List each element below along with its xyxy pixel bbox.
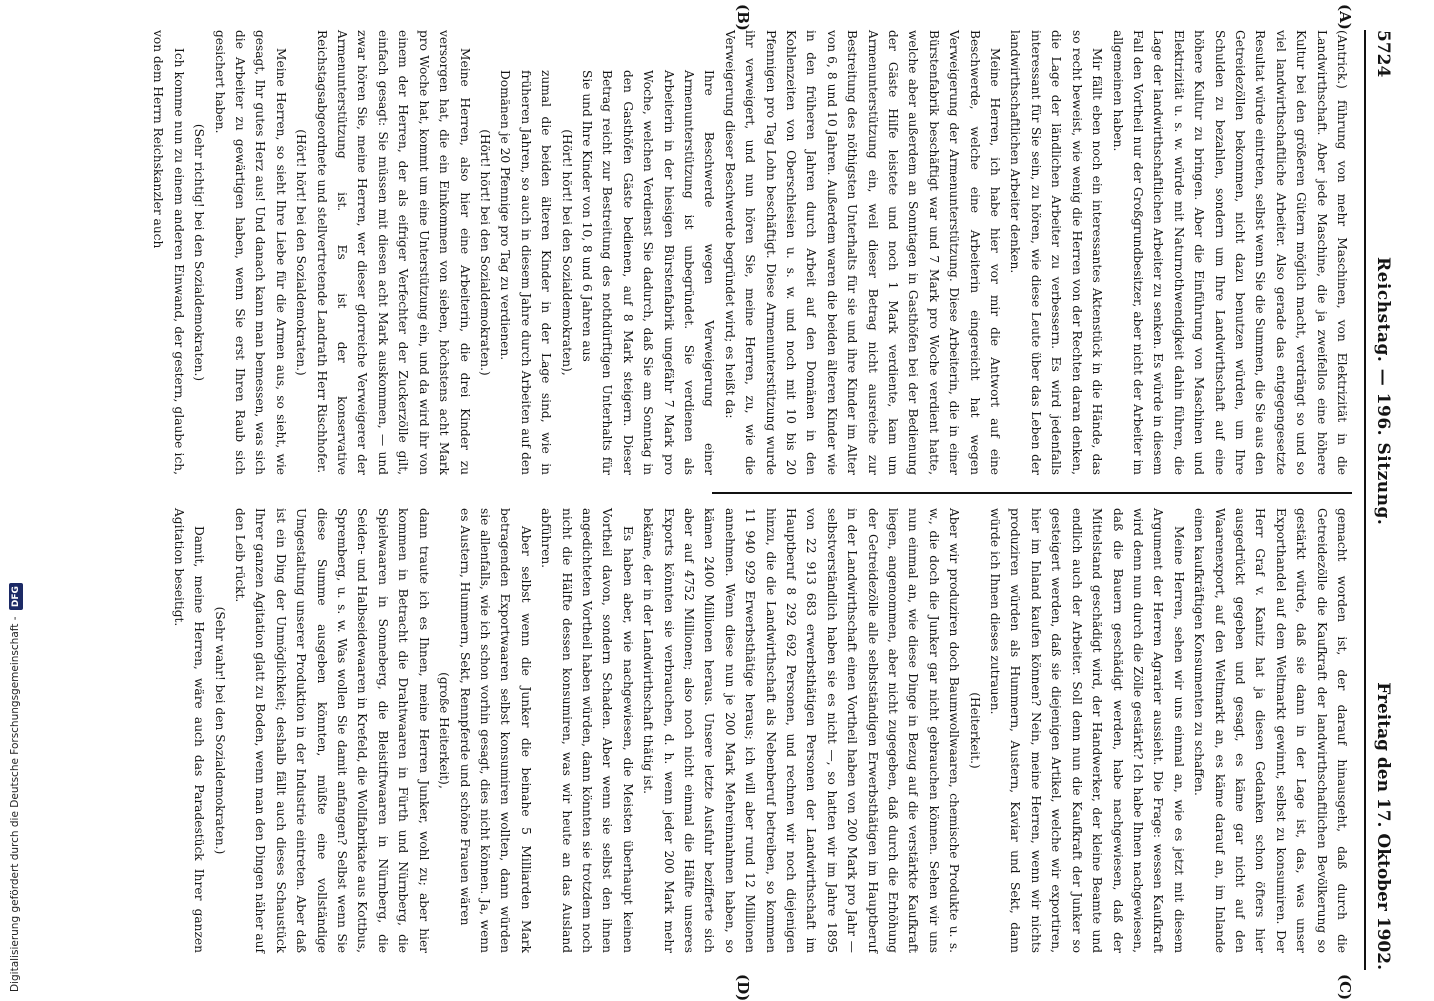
interjection: (Hört! hört! bei den Sozialdemokraten.) bbox=[294, 129, 309, 376]
column-divider bbox=[712, 492, 1352, 494]
paragraph: Mir fällt eben noch ein interessantes Aktenstück in die Hände, das so recht beweist, wie wenig die Herren von der Rechten daran denken, die Lage der ländlichen Arbeiter zu verbessern. Es wird jedenfalls interessant für Sie sein, zu hören, wie diese Leute über das Leben der landwirthschaftlichen Arbeiter denken. bbox=[1008, 30, 1105, 475]
interjection: (Hört! hört! bei den Sozialdemokraten.) bbox=[477, 129, 492, 376]
interjection: (Heiterkeit.) bbox=[967, 692, 982, 769]
paragraph: Ich komme nun zu einem anderen Einwand, der gestern, glaube ich, von dem Herrn Reichskanzler auch bbox=[151, 30, 186, 475]
interjection: (Sehr wahr! bei den Sozialdemokraten.) bbox=[212, 606, 227, 855]
paragraph: Aber wir produziren doch Baumwollwaaren, chemische Produkte u. s. w., die doch die Junker gar nicht gebrauchen können. Sehen wir uns nun einmal an, wie diese Dinge in Bezug auf die verstärkte Kaufkraft liegen, angenommen, aber nicht zugegeben, daß durch die Erhöhung der Getreidezölle alle selbstständigen Erwerbsthätigen im Hauptberuf in der Landwirthschaft einen Vortheil haben von 200 Mark pro Jahr — selbstverständlich haben sie es nicht —, so hatten wir im Jahre 1895 von 22 913 683 erwerbsthätigen Personen der Landwirthschaft im Hauptberuf 8 292 692 Personen, und rechnen wir noch diejenigen hinzu, die die Landwirthschaft als Nebenberuf betreiben, so kommen 11 940 929 Erwerbsthätige heraus; ich will aber rund 12 Millionen annehmen. Wenn diese nun je 200 Mark Mehreinnahmen haben, so kämen 2400 Millionen heraus. Unsere letzte Ausfuhr bezifferte sich aber auf 4752 Millionen; also noch nicht einmal die Hälfte unseres Exports könnten sie verbrauchen, d. h. wenn jeder 200 Mark mehr bekäme, der in der Landwirthschaft thätig ist. bbox=[641, 508, 962, 953]
paragraph: Aber selbst wenn die Junker die beinahe 5 Milliarden Mark betragenden Exportwaaren selbst konsumiren wollten, dann würden sie allenfalls, wie ich schon vorhin gesagt, dies nicht können. Ja, wenn es Austern, Hummern, Sekt, Rennpferde und schöne Frauen wären bbox=[457, 508, 533, 953]
left-column bbox=[148, 30, 1352, 475]
paragraph: dann traute ich es Ihnen, meine Herren Junker, wohl zu; aber hier kommen in Betracht die Drahtwaaren in Fürth und Nürnberg, die Spielwaaren in Sonneberg, die Bleistiftwaaren in Nürnberg, die Seiden- und Halbseidewaaren in Krefeld, die Wollfabrikate aus Kottbus, Spremberg, u. s. w. Was wollen Sie damit anfangen? Selbst wenn Sie diese Summe ausgeben könnten, müßte eine vollständige Umgestaltung unserer Produktion in der Industrie eintreten. Aber daß ist ein Ding der Unmöglichkeit; deshalb fällt auch dieses Schaustück Ihrer ganzen Agitation glatt zu Boden, wenn man den Dingen näher auf den Leib rückt. bbox=[233, 508, 431, 953]
margin-marker-b: (B) bbox=[734, 4, 752, 31]
paragraph: Meine Herren, also hier eine Arbeiterin, die drei Kinder zu versorgen hat, die ein Einkommen von sieben, höchstens acht Mark pro Woche hat, kommt um eine Unterstützung ein, und da wird ihr von einem der Herren, der als eifriger Verfechter der Zuckerzölle gilt, einfach gesagt: Sie müssen mit diesen acht Mark auskommen, — und zwar hören Sie, meine Herren, wer dieser glorreiche Verweigerer der Armenunterstützung ist. Es ist der konservative Reichstagsabgeordnete und stellvertretende Landrath Herr Rischhofer. bbox=[314, 30, 472, 475]
credit-text: Digitalisierung gefördert durch die Deutsche Forschungsgemeinschaft - bbox=[9, 616, 21, 992]
quote: zumal die beiden älteren Kinder in der Lage sind, wie in früheren Jahren, so auch in diesem Jahre durch Arbeiten auf den Domänen je 20 Pfennige pro Tag zu verdienen. bbox=[498, 70, 554, 475]
margin-marker-a: (A) bbox=[1336, 4, 1354, 30]
right-column bbox=[168, 508, 1352, 953]
paragraph: Meine Herren, so sieht Ihre Liebe für die Armen aus, so sieht, wie gesagt, Ihr gutes Herz aus! Und danach kann man bemessen, was sich die Arbeiter zu gewärtigen haben, wenn Sie erst Ihren Raub sich gesichert haben. bbox=[212, 30, 288, 475]
paragraph: Es haben aber, wie nachgewiesen, die Meisten überhaupt keinen Vortheil davon, sondern Schaden. Aber wenn sie selbst den ihnen angedichteten Vortheil haben würden, dann könnten sie trotzdem noch nicht die Hälfte dessen konsumiren, was wir heute an das Ausland abführen. bbox=[539, 508, 635, 953]
interjection: (Hört! hört! bei den Sozialdemokraten), bbox=[559, 129, 574, 376]
paragraph: gemacht worden ist, der darauf hinausgeht, daß durch die Getreidezölle die Kaufkraft der landwirthschaftlichen Bevölkerung so gestärkt würde, daß sie dann in der Lage ist, das, was unser Exporthandel auf dem Weltmarkt gewinnt, selbst zu konsumiren. Der Herr Graf v. Kanitz hat ja diesen Gedanken schon öfters hier ausgedrückt gegeben und gesagt, es käme gar nicht auf den Waarenexport, auf den Weltmarkt an, es käme darauf an, im Inlande einen kaufkräftigen Konsumenten zu schaffen. bbox=[1192, 508, 1349, 953]
page-header bbox=[1364, 30, 1400, 970]
page-number: 5724 bbox=[1373, 30, 1393, 78]
interjection: (große Heiterkeit), bbox=[437, 672, 452, 789]
margin-marker-d: (D) bbox=[734, 974, 752, 1001]
interjection: (Sehr richtig! bei den Sozialdemokraten.) bbox=[192, 123, 207, 382]
running-title: Reichstag. — 196. Sitzung. bbox=[1373, 256, 1393, 526]
paragraph: Meine Herren, ich habe hier vor mir die Antwort auf eine Beschwerde, welche eine Arbeiterin eingereicht hat wegen Verweigerung der Armenunterstützung. Diese Arbeiterin, die in einer Bürstenfabrik beschäftigt war und 7 Mark pro Woche verdient hatte, welche aber außerdem an Sonntagen in Gasthöfen bei der Bedienung der Gäste Hilfe leistete und noch 1 Mark verdiente, kam um Armenunterstützung ein, weil dieser Betrag nicht ausreiche zur Bestreitung des nöthigsten Unterhalts für sie und ihre Kinder im Alter von 6, 8 und 10 Jahren. Außerdem waren die beiden älteren Kinder wie in den früheren Jahren durch Arbeit auf den Domänen in den Kohlenzeiten von Oberschlesien u. s. w. und noch mit 10 bis 20 Pfennigen pro Tag Lohn beschäftigt. Diese Armenunterstützung wurde ihr verweigert, und nun hören Sie, meine Herren, zu, wie die Verweigerung dieser Beschwerde begründet wird; es heißt da: bbox=[722, 30, 1003, 475]
paragraph: (Antrick.) führung von mehr Maschinen, von Elektrizität in die Landwirthschaft. Aber jede Maschine, die ja zweifellos eine höhere Kultur bei den größeren Gütern möglich macht, verdrängt so und so viel landwirthschaftliche Arbeiter. Also gerade das entgegengesetzte Resultat würde eintreten, selbst wenn Sie die Summen, die Sie aus den Getreidezöllen bekommen, nicht dazu benutzen würden, um Ihre Schulden zu bezahlen, sondern um Ihre Landwirthschaft auf eine höhere Kultur zu bringen. Aber die Einführung von Maschinen und Elektrizität u. s. w. würde mit Naturnothwendigkeit dahin führen, die Lage der landwirthschaftlichen Arbeiter zu senken. Es würde in diesem Fall den Vortheil nur der Großgrundbesitzer, aber nicht der Arbeiter im allgemeinen haben. bbox=[1110, 30, 1349, 475]
paragraph: Damit, meine Herren, wäre auch das Paradestück Ihrer ganzen Agitation beseitigt. bbox=[171, 508, 207, 953]
paragraph: Meine Herren, sehen wir uns einmal an, wie es jetzt mit diesem Argument der Herren Agrarier aussieht. Die Frage: wessen Kaufkraft wird denn nun durch die Zölle gestärkt? Ich habe Ihnen nachgewiesen, daß die Bauern geschädigt werden, habe nachgewiesen, daß der Mittelstand geschädigt wird, der Handwerker, der kleine Beamte und endlich auch der Arbeiter. Soll denn nun die Kaufkraft der Junker so gesteigert werden, daß sie diejenigen Artikel, welche wir exportiren, hier im Inland kaufen können? Nein, meine Herren, wenn wir nichts produziren würden als Hummern, Austern, Kaviar und Sekt, dann würde ich Ihnen dieses zutrauen. bbox=[988, 508, 1186, 953]
reichstag-page bbox=[100, 4, 1400, 1001]
quote: Ihre Beschwerde wegen Verweigerung einer Armenunterstützung ist unbegründet. Sie verdienen als Arbeiterin in der hiesigen Bürstenfabrik ungefähr 7 Mark pro Woche, welchen Verdienst Sie dadurch, daß Sie am Sonntag in den Gasthöfen Gäste bedienen, auf 8 Mark steigern. Dieser Betrag reicht zur Bestreitung des nothdürftigen Unterhalts für Sie und Ihre Kinder von 10, 8 und 6 Jahren aus bbox=[579, 70, 717, 475]
digitization-credit bbox=[8, 586, 22, 992]
credit-line bbox=[8, 586, 22, 992]
session-date: Freitag den 17. Oktober 1902. bbox=[1373, 682, 1393, 970]
margin-marker-c: (C) bbox=[1336, 974, 1354, 1001]
dfg-logo: DFG bbox=[9, 583, 23, 610]
